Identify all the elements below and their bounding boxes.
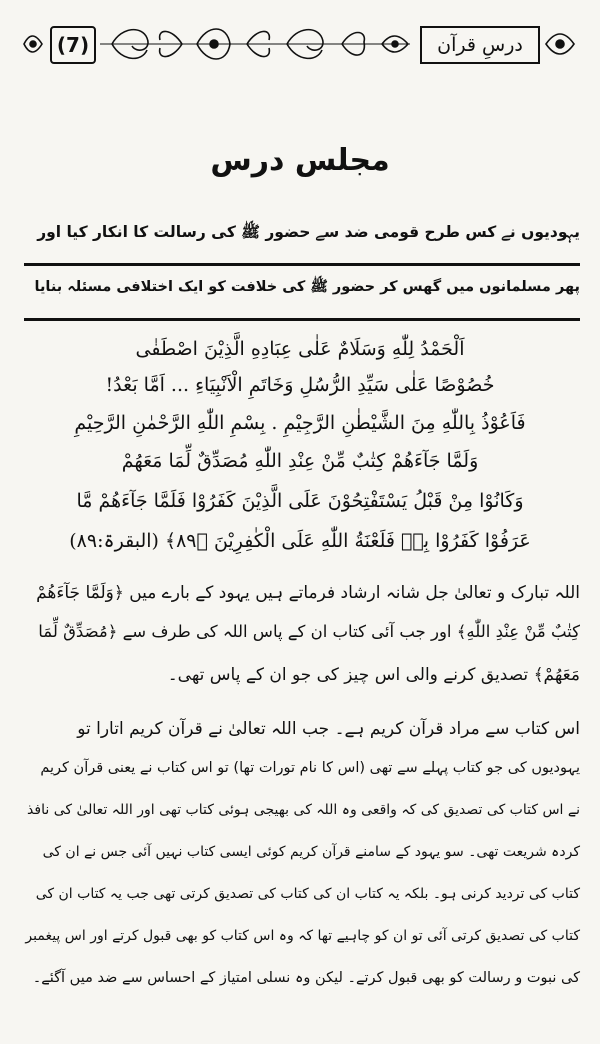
paragraph-line: اس کتاب سے مراد قرآن کریم ہے۔ جب اللہ تعالیٰ نے قرآن کریم اتارا تو (77, 719, 580, 739)
subheading-line-2: پھر مسلمانوں میں گھس کر حضور ﷺ کی خلافت کو ایک اختلافی مسئلہ بنایا (34, 279, 580, 295)
paragraph-line: کتاب کی تصدیق کرتی آئی تو ان کو چاہیے تھا کہ وہ اس کتاب کو بھی قبول کرتے اور اس پیغمبر (25, 928, 580, 944)
paragraph-line: نے اس کتاب کی تصدیق کی کہ واقعی وہ اللہ کی بھیجی ہوئی کتاب تھی اور اللہ تعالیٰ کی نافذ (27, 802, 580, 818)
paragraph-line: کی نبوت و رسالت کو بھی قبول کرتے۔ لیکن وہ نسلی امتیاز کے احساس سے ضد میں آگئے۔ (32, 970, 580, 986)
paragraph-line: کتاب کی تردید کرنی ہو۔ بلکہ یہ کتاب ان کی کتاب کی تصدیق کرتی تھی جب یہ کتاب ان کی (35, 886, 580, 902)
paragraph-line: کردہ شریعت تھی۔ سو یہود کے سامنے قرآن کریم کوئی ایسی کتاب نہیں آئی جس نے ان کی (42, 844, 580, 860)
arabic-line: وَلَمَّا جَآءَهُمْ كِتٰبٌ مِّنْ عِنْدِ اللّٰهِ مُصَدِّقٌ لِّمَا مَعَهُمْ (121, 450, 479, 472)
page-header (22, 20, 578, 68)
page-number: (7) (50, 26, 96, 64)
paragraph-line: كِتٰبٌ مِّنْ عِنْدِ اللّٰهِ﴾ اور جب آئی کتاب ان کے پاس اللہ کی طرف سے ﴿مُصَدِّقٌ لِّمَا (38, 622, 580, 641)
arabic-line: اَلْحَمْدُ لِلّٰهِ وَسَلَامٌ عَلٰى عِبَادِهِ الَّذِيْنَ اصْطَفٰى (135, 338, 465, 360)
subheading-line-1: یہودیوں نے کس طرح قومی ضد سے حضور ﷺ کی رسالت کا انکار کیا اور (37, 223, 580, 241)
decorative-corner-ornament (542, 20, 578, 68)
paragraph-line: مَعَهُمْ﴾ تصدیق کرنے والی اس چیز کی جو ان کے پاس تھی۔ (167, 665, 580, 685)
divider (24, 318, 580, 321)
arabic-line: فَاَعُوْذُ بِاللّٰهِ مِنَ الشَّيْطٰنِ الرَّجِيْمِ . بِسْمِ اللّٰهِ الرَّحْمٰنِ الرَّحِيْمِ (74, 412, 526, 434)
page-title: مجلس درس (210, 143, 390, 178)
divider (24, 263, 580, 266)
running-title: درسِ قرآن (420, 26, 540, 64)
arabic-line: وَكَانُوْا مِنْ قَبْلُ يَسْتَفْتِحُوْنَ عَلَى الَّذِيْنَ كَفَرُوْا فَلَمَّا جَآءَهُمْ مَّا (76, 490, 524, 512)
paragraph-line: یہودیوں کی جو کتاب پہلے سے تھی (اس کا نام تورات تھا) تو اس کتاب نے یعنی قرآن کریم (40, 760, 580, 776)
paragraph-line: اللہ تبارک و تعالیٰ جل شانہ ارشاد فرماتے ہیں یہود کے بارے میں ﴿وَلَمَّا جَآءَهُمْ (36, 583, 580, 603)
arabic-line: خُصُوْصًا عَلٰى سَيِّدِ الرُّسُلِ وَخَاتَمِ الْاَنْبِيَاءِ ... اَمَّا بَعْدُ! (105, 374, 495, 396)
arabic-line: عَرَفُوْا كَفَرُوْا بِهٖ فَلَعْنَةُ اللّٰهِ عَلَى الْكٰفِرِيْنَ ﴿٨٩﴾ (البقرۃ:٨٩) (69, 530, 531, 552)
